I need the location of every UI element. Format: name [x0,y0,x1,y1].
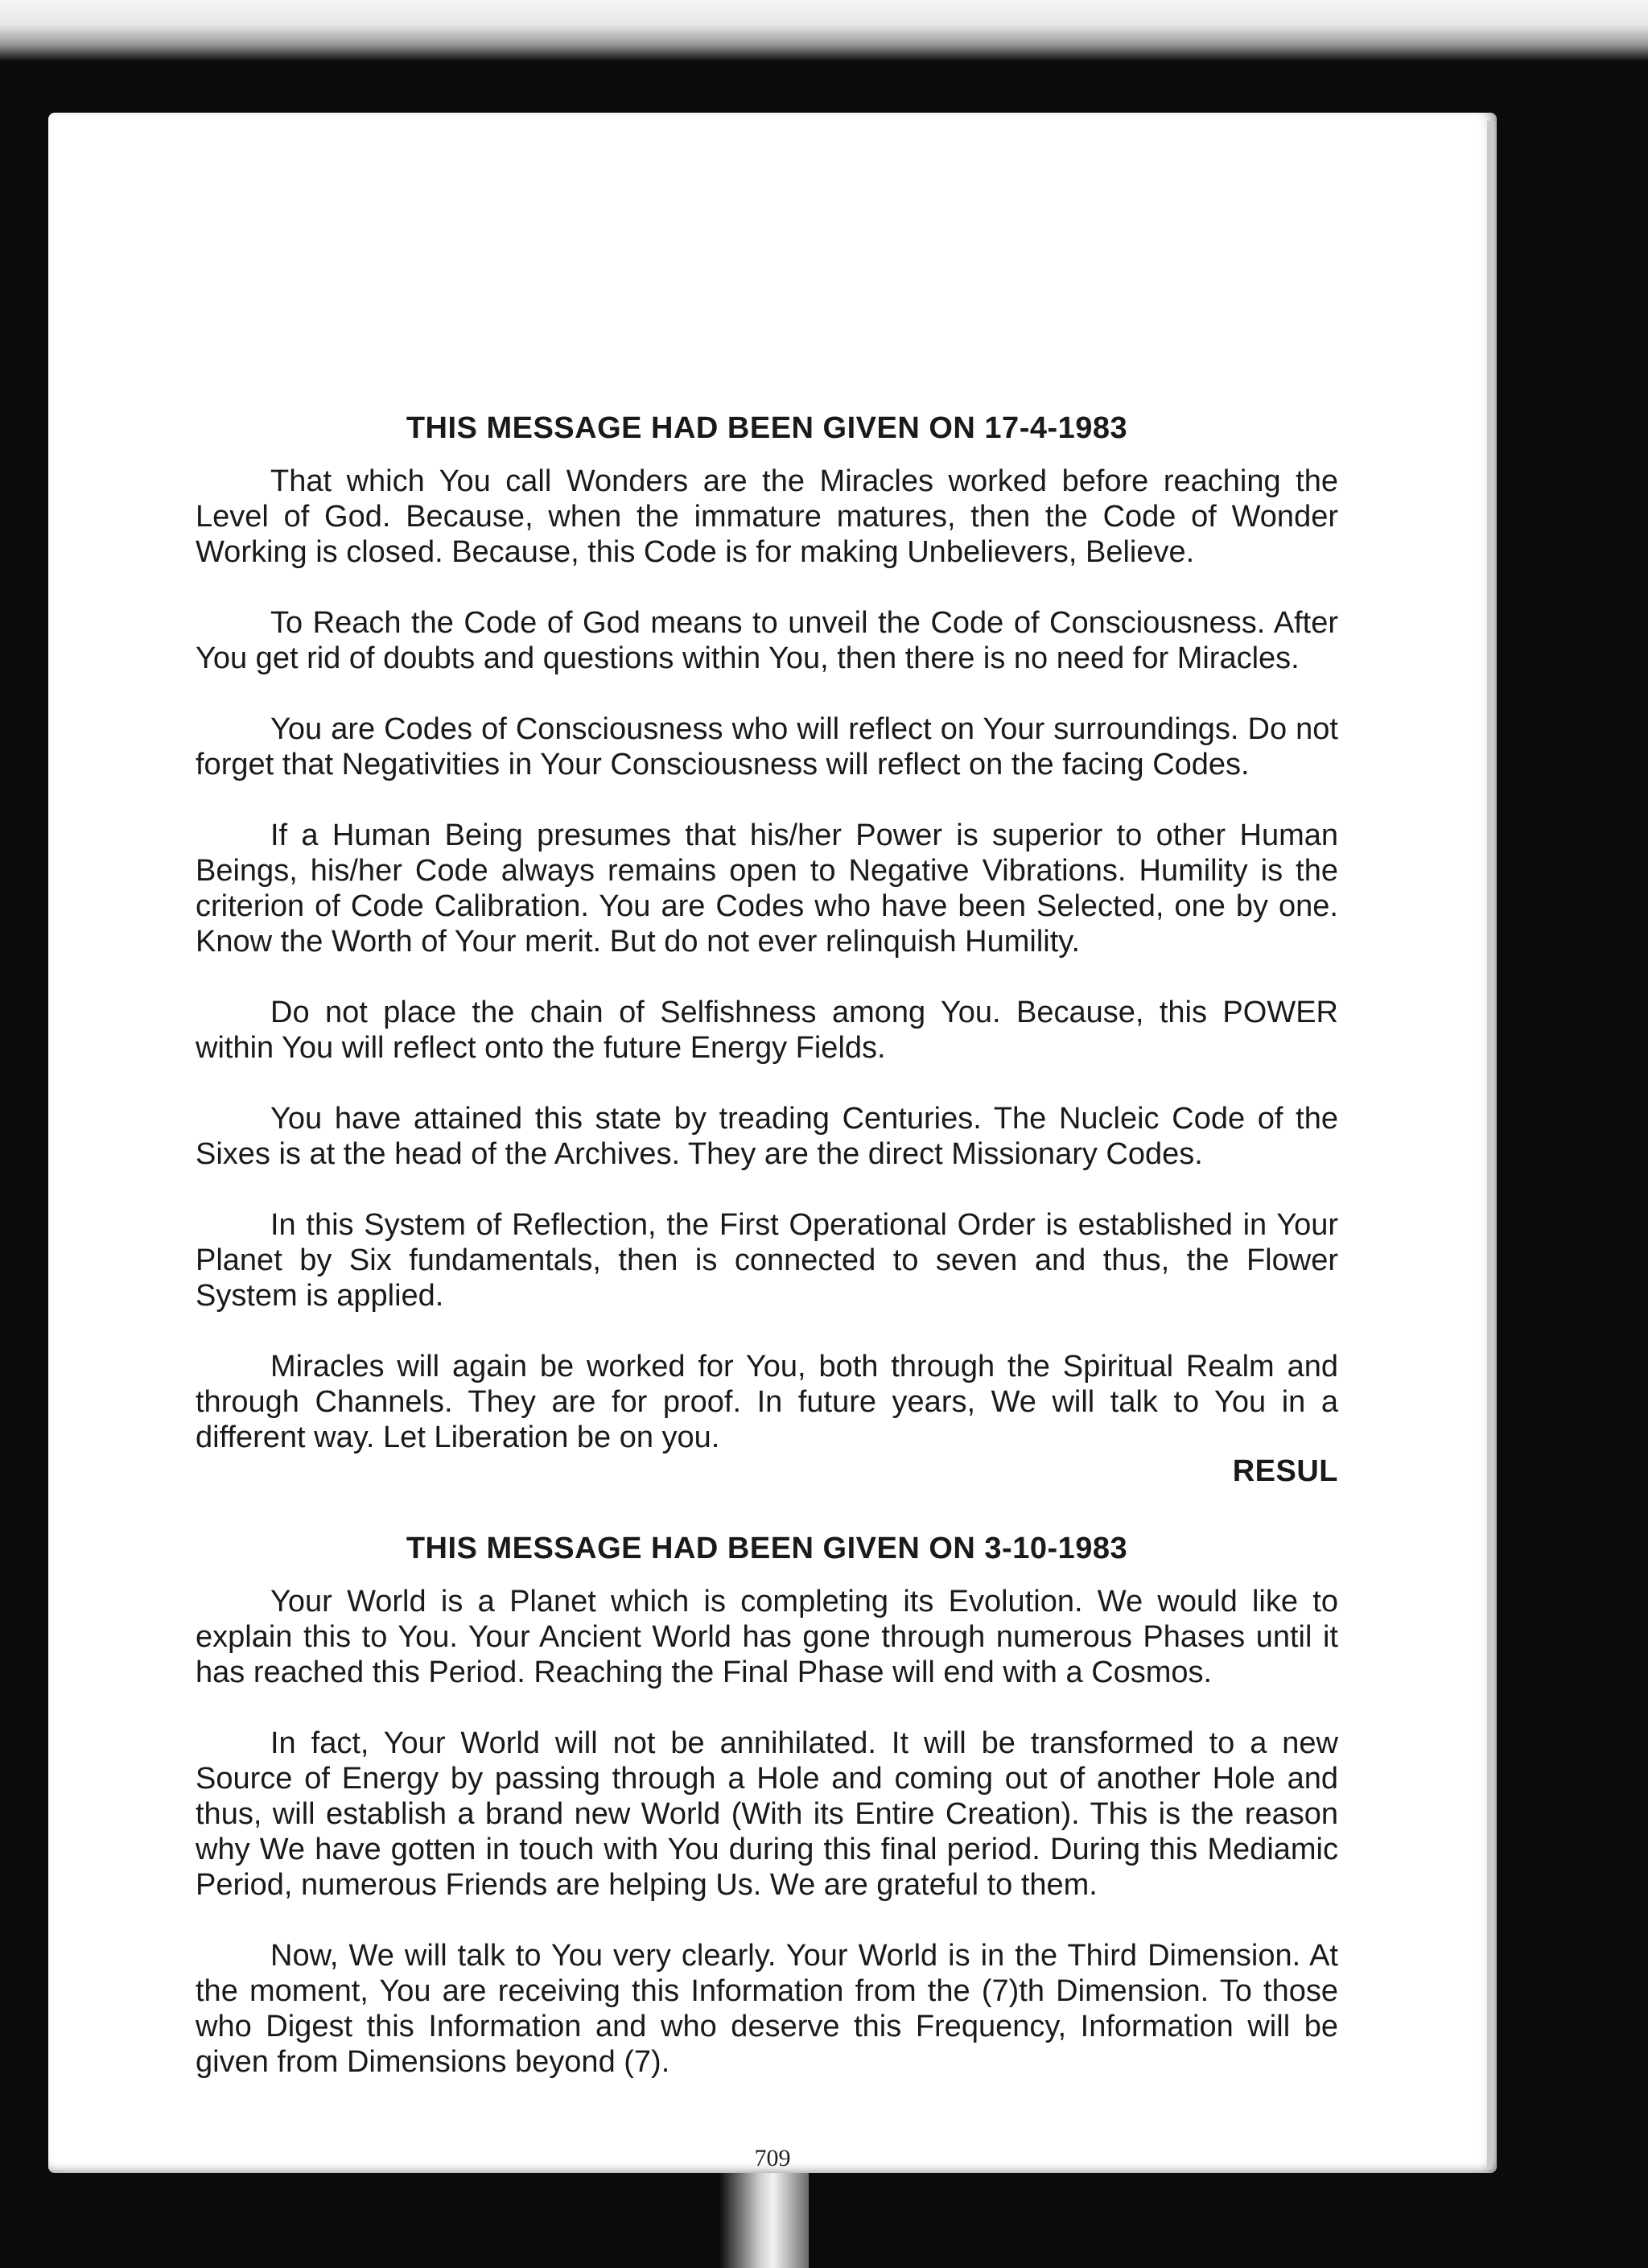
paragraph: Your World is a Planet which is completing its Evolution. We would like to explain this to You. Your Ancient World has gone through numerous Phases until it has reached this Period. Reaching the Final Phase will end with a Cosmos. [196,1585,1338,1689]
page-number: 709 [754,2145,791,2171]
page-edge-shadow [1487,121,1492,2169]
paragraph: Now, We will talk to You very clearly. Your World is in the Third Dimension. At the moment, You are receiving this Information from the (7)th Dimension. To those who Digest this Information and who deserve this Frequency, Information will be given from Dimensions beyond (7). [196,1939,1338,2079]
paragraph: In this System of Reflection, the First Operational Order is established in Your Planet by Six fundamentals, then is connected to seven and thus, the Flower System is applied. [196,1208,1338,1313]
paragraph: To Reach the Code of God means to unveil the Code of Consciousness. After You get rid of doubts and questions within You, then there is no need for Miracles. [196,606,1338,675]
paragraph: If a Human Being presumes that his/her Power is superior to other Human Beings, his/her Code always remains open to Negative Vibrations. Humility is the criterion of Code Calibration. You are Codes who have been Selected, one by one. Know the Worth of Your merit. But do not ever relinquish Humility. [196,819,1338,959]
section-heading: THIS MESSAGE HAD BEEN GIVEN ON 17-4-1983 [406,411,1128,445]
paragraph: You have attained this state by treading Centuries. The Nucleic Code of the Sixes is at the head of the Archives. They are the direct Missionary Codes. [196,1102,1338,1171]
signature: RESUL [1232,1454,1338,1488]
paragraph: In fact, Your World will not be annihilated. It will be transformed to a new Source of Energy by passing through a Hole and coming out of another Hole and thus, will establish a brand new World (With its Entire Creation). This is the reason why We have gotten in touch with You during this final period. During this Mediamic Period, numerous Friends are helping Us. We are grateful to them. [196,1726,1338,1902]
paragraph: Miracles will again be worked for You, both through the Spiritual Realm and through Channels. They are for proof. In future years, We will talk to You in a different way. Let Liberation be on you. [196,1350,1338,1454]
book-page [48,113,1497,2173]
page-content [196,410,1338,2080]
section-heading: THIS MESSAGE HAD BEEN GIVEN ON 3-10-1983 [406,1532,1128,1565]
paragraph: You are Codes of Consciousness who will reflect on Your surroundings. Do not forget that Negativities in Your Consciousness will reflect on the facing Codes. [196,712,1338,781]
message-section-2 [196,1531,1338,2080]
binding-fold [720,2173,809,2268]
paragraph: Do not place the chain of Selfishness among You. Because, this POWER within You will reflect onto the future Energy Fields. [196,996,1338,1065]
message-section-1 [196,410,1338,1489]
paragraph: That which You call Wonders are the Miracles worked before reaching the Level of God. Because, when the immature matures, then the Code of Wonder Working is closed. Because, this Code is for making Unbelievers, Believe. [196,464,1338,569]
scan-top-edge [0,0,1648,60]
